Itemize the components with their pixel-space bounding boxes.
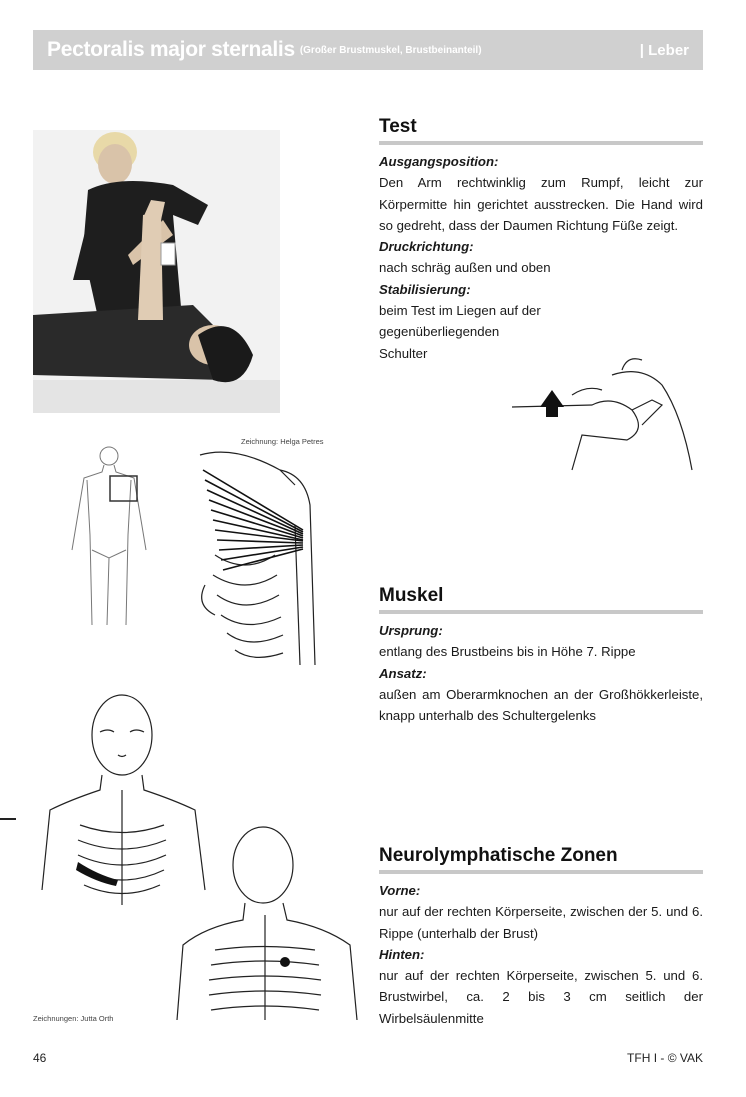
stabilisierung-line-3: Schulter	[379, 345, 428, 361]
hinten-text: nur auf der rechten Körperseite, zwischen 5. und 6. Brustwirbel, ca. 2 bis 3 cm seitlich der Wirbelsäulenmitte	[379, 968, 703, 1026]
test-photo-illustration	[33, 130, 280, 413]
stabilisierung-line-2: gegenüberliegenden	[379, 324, 500, 340]
stabilisierung-label: Stabilisierung:	[379, 281, 471, 297]
back-torso-drawing	[175, 815, 360, 1025]
muskel-section-title: Muskel	[379, 585, 444, 606]
stabilisierung-line-1: beim Test im Liegen auf der	[379, 303, 541, 319]
page-title: Pectoralis major sternalis	[47, 38, 295, 61]
page-header	[33, 30, 703, 70]
drawing-caption-2: Zeichnungen: Jutta Orth	[33, 1014, 114, 1023]
test-section-title: Test	[379, 116, 417, 137]
druckrichtung-text: nach schräg außen und oben	[379, 260, 551, 276]
druckrichtung-label: Druckrichtung:	[379, 239, 474, 255]
muscle-anatomy-drawing	[185, 435, 330, 675]
body-outline-figure	[62, 440, 162, 635]
drawing-caption-1: Zeichnung: Helga Petres	[241, 437, 324, 446]
page-number: 46	[33, 1051, 47, 1065]
test-section-body	[379, 151, 703, 364]
hand-test-sketch	[512, 355, 702, 475]
zonen-section-rule	[379, 870, 703, 874]
test-photo	[33, 130, 280, 413]
ansatz-label: Ansatz:	[379, 665, 427, 681]
page-subtitle: (Großer Brustmuskel, Brustbeinanteil)	[299, 44, 482, 56]
edge-mark	[0, 818, 16, 820]
zonen-section-title: Neurolymphatische Zonen	[379, 845, 618, 866]
test-section-rule	[379, 141, 703, 145]
hinten-label: Hinten:	[379, 946, 425, 962]
vorne-label: Vorne:	[379, 883, 421, 898]
ausgangsposition-label: Ausgangsposition:	[379, 154, 499, 169]
ursprung-text: entlang des Brustbeins bis in Höhe 7. Rippe	[379, 644, 636, 660]
meridian-label: | Leber	[639, 41, 689, 59]
vorne-text: nur auf der rechten Körperseite, zwischen der 5. und 6. Rippe (unterhalb der Brust)	[379, 904, 703, 941]
muskel-section-rule	[379, 610, 703, 614]
ausgangsposition-text: Den Arm rechtwinklig zum Rumpf, leicht zur Körpermitte hin gerichtet ausstrecken. Die Hand wird so gedreht, dass der Daumen Richtung Füße zeigt.	[379, 175, 703, 233]
footer-copyright: TFH I - © VAK	[627, 1051, 703, 1065]
zonen-section-body	[379, 880, 703, 1029]
ansatz-text: außen am Oberarmknochen an der Großhökkerleiste, knapp unterhalb des Schultergelenks	[379, 686, 703, 724]
ursprung-label: Ursprung:	[379, 623, 443, 638]
muskel-section-body	[379, 620, 703, 726]
